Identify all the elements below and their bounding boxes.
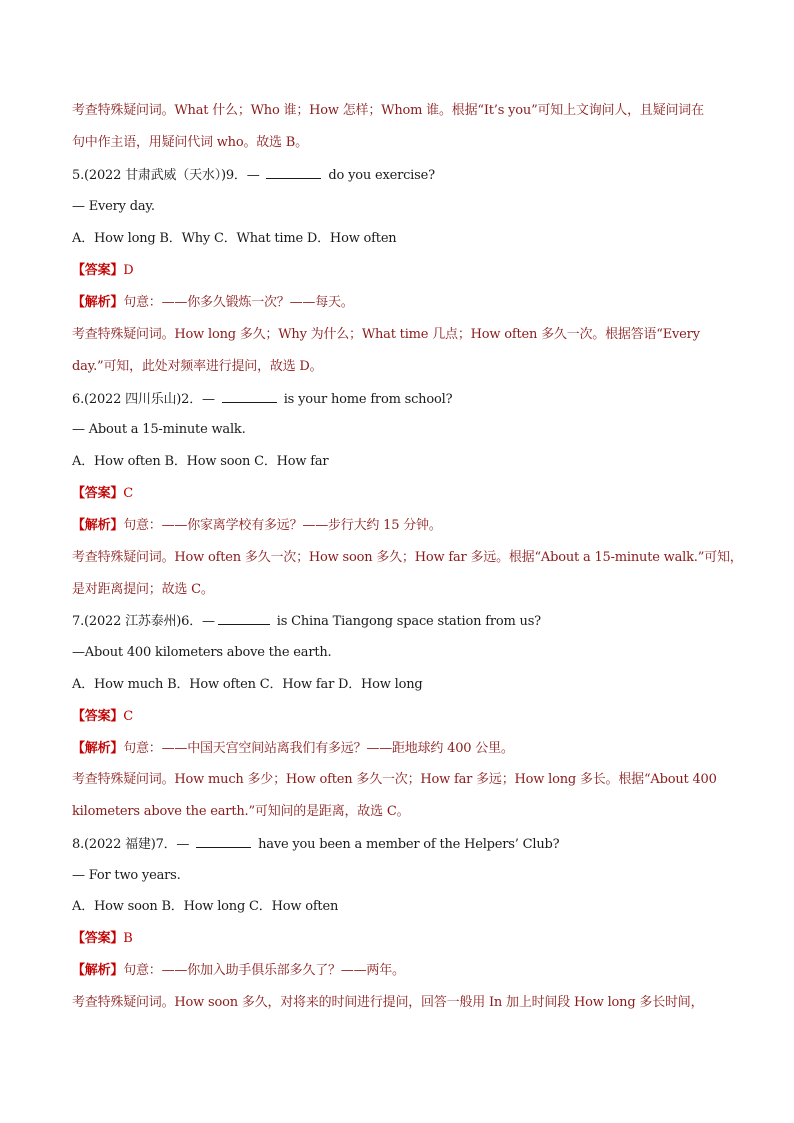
question-8-analysis: [72, 962, 732, 980]
answer-value: C: [123, 709, 133, 724]
answer-blank: [222, 390, 277, 403]
analysis-tag: 【解析】: [72, 741, 124, 756]
analysis-text: 句意：——你家离学校有多远？——步行大约 15 分钟。: [123, 518, 442, 533]
analysis-text: 句意：——中国天宫空间站离我们有多远？——距地球约 400 公里。: [123, 741, 514, 756]
answer-tag: 【答案】: [72, 263, 124, 278]
answer-blank: [218, 612, 270, 625]
question-8-stem: [72, 835, 732, 854]
question-5-stem: [72, 166, 732, 185]
explanation-text: 句中作主语，用疑问代词 who。故选 B。: [72, 135, 308, 150]
question-stem-suffix: is your home from school?: [279, 392, 453, 407]
answer-tag: 【答案】: [72, 931, 124, 946]
question-stem-prefix: 5.(2022 甘肃武威（天水）)9．—: [72, 168, 264, 183]
explanation-text: 考查特殊疑问词。How long 多久；Why 为什么；What time 几点；How often 多久一次。根据答语“Every: [72, 327, 700, 342]
answer-value: C: [123, 486, 133, 501]
answer-tag: 【答案】: [72, 486, 124, 501]
explanation-text: 考查特殊疑问词。What 什么；Who 谁；How 怎样；Whom 谁。根据“It’s you”可知上文询问人，且疑问词在: [72, 103, 704, 118]
explanation-text: kilometers above the earth.”可知问的是距离，故选 C。: [72, 804, 410, 819]
question-6-stem: [72, 390, 732, 409]
question-7-stem: [72, 612, 732, 631]
question-7-reply: —About 400 kilometers above the earth.: [72, 645, 332, 660]
answer-blank: [196, 835, 251, 848]
question-5-options: A．How long B．Why C．What time D．How often: [72, 231, 397, 246]
analysis-text: 句意：——你加入助手俱乐部多久了？——两年。: [123, 963, 405, 978]
explanation-text: 考查特殊疑问词。How often 多久一次；How soon 多久；How far 多远。根据“About a 15-minute walk.”可知，: [72, 550, 743, 565]
question-stem-prefix: 8.(2022 福建)7．—: [72, 837, 194, 852]
answer-tag: 【答案】: [72, 709, 124, 724]
question-stem-prefix: 7.(2022 江苏泰州)6．—: [72, 614, 215, 629]
question-8-reply: — For two years.: [72, 868, 181, 883]
analysis-tag: 【解析】: [72, 518, 124, 533]
question-6-reply: — About a 15-minute walk.: [72, 422, 246, 437]
question-6-analysis: [72, 517, 732, 535]
question-stem-suffix: is China Tiangong space station from us?: [272, 614, 541, 629]
question-6-options: A．How often B．How soon C．How far: [72, 454, 329, 469]
question-5-analysis: [72, 294, 732, 312]
question-stem-prefix: 6.(2022 四川乐山)2．—: [72, 392, 219, 407]
analysis-tag: 【解析】: [72, 295, 124, 310]
question-7-answer: [72, 708, 732, 726]
answer-value: B: [123, 931, 133, 946]
explanation-text: 考查特殊疑问词。How much 多少；How often 多久一次；How far 多远；How long 多长。根据“About 400: [72, 772, 717, 787]
analysis-text: 句意：——你多久锻炼一次？——每天。: [123, 295, 354, 310]
explanation-text: 考查特殊疑问词。How soon 多久，对将来的时间进行提问，回答一般用 In 加上时间段 How long 多长时间，: [72, 995, 704, 1010]
question-6-answer: [72, 485, 732, 503]
question-5-reply: — Every day.: [72, 199, 155, 214]
question-5-answer: [72, 262, 732, 280]
question-8-options: A．How soon B．How long C．How often: [72, 899, 339, 914]
question-7-analysis: [72, 740, 732, 758]
question-stem-suffix: have you been a member of the Helpers’ Club?: [254, 837, 560, 852]
question-8-answer: [72, 930, 732, 948]
explanation-text: day.”可知，此处对频率进行提问，故选 D。: [72, 359, 323, 374]
analysis-tag: 【解析】: [72, 963, 124, 978]
question-7-options: A．How much B．How often C．How far D．How long: [72, 677, 423, 692]
explanation-text: 是对距离提问；故选 C。: [72, 582, 214, 597]
answer-blank: [266, 166, 321, 179]
answer-value: D: [123, 263, 134, 278]
question-stem-suffix: do you exercise?: [324, 168, 435, 183]
